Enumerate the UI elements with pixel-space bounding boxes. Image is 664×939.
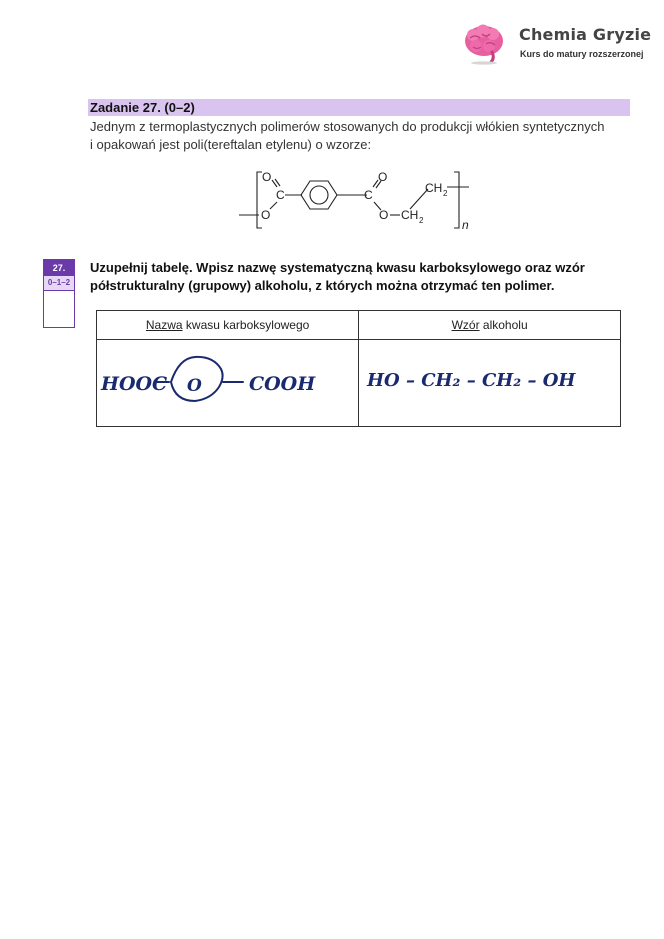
atom-o-right-ester: O — [379, 208, 389, 222]
group-ch2-lower: CH — [401, 208, 419, 222]
brand-subtitle: Kurs do matury rozszerzonej — [520, 49, 644, 59]
brand-header — [462, 22, 662, 72]
points-box — [43, 259, 75, 328]
pet-structural-formula — [232, 165, 477, 233]
intro-line-2: i opakowań jest poli(tereftalan etylenu) o wzorze: — [90, 137, 372, 152]
hw-acid-right: COOH — [249, 373, 316, 395]
answer-table — [96, 310, 621, 427]
instruction-line-2: półstrukturalny (grupowy) alkoholu, z których można otrzymać ten polimer. — [90, 278, 555, 293]
brain-icon — [462, 22, 506, 66]
task-header-bar — [88, 99, 630, 116]
alcohol-answer-cell[interactable] — [359, 340, 621, 427]
column-header-acid — [97, 311, 359, 340]
task-instruction — [90, 259, 630, 295]
instruction-line-1: Uzupełnij tabelę. Wpisz nazwę systematyczną kwasu karboksylowego oraz wzór — [90, 260, 585, 275]
atom-o-left-ester: O — [261, 208, 271, 222]
group-ch2-upper: CH — [425, 181, 443, 195]
atom-c-right: C — [364, 188, 373, 202]
header-acid-underlined: Nazwa — [145, 318, 183, 332]
acid-answer-cell[interactable] — [97, 340, 359, 427]
hw-acid-ring-letter: O — [187, 376, 202, 396]
subscript-upper: 2 — [443, 189, 448, 198]
hw-alcohol-formula: HO – CH₂ – CH₂ – OH — [367, 370, 576, 391]
points-scale: 0–1–2 — [44, 276, 74, 291]
atom-o-left-carbonyl: O — [262, 170, 272, 184]
atom-o-right-carbonyl: O — [378, 170, 388, 184]
subscript-lower: 2 — [419, 216, 424, 225]
intro-line-1: Jednym z termoplastycznych polimerów stosowanych do produkcji włókien syntetycznych — [90, 119, 605, 134]
header-alcohol-underlined: Wzór — [451, 318, 480, 332]
alcohol-handwriting — [359, 340, 621, 426]
task-number: 27. — [44, 260, 74, 276]
hw-acid-left: HOOC — [101, 373, 168, 395]
column-header-alcohol — [359, 311, 621, 340]
acid-handwriting — [97, 340, 359, 426]
atom-c-left: C — [276, 188, 285, 202]
task-intro — [90, 118, 630, 154]
brand-name: Chemia Gryzie — [519, 25, 652, 44]
task-title: Zadanie 27. (0–2) — [90, 100, 195, 115]
header-acid-rest: kwasu karboksylowego — [182, 318, 310, 332]
header-alcohol-rest: alkoholu — [479, 318, 528, 332]
repeat-n: n — [462, 218, 469, 232]
